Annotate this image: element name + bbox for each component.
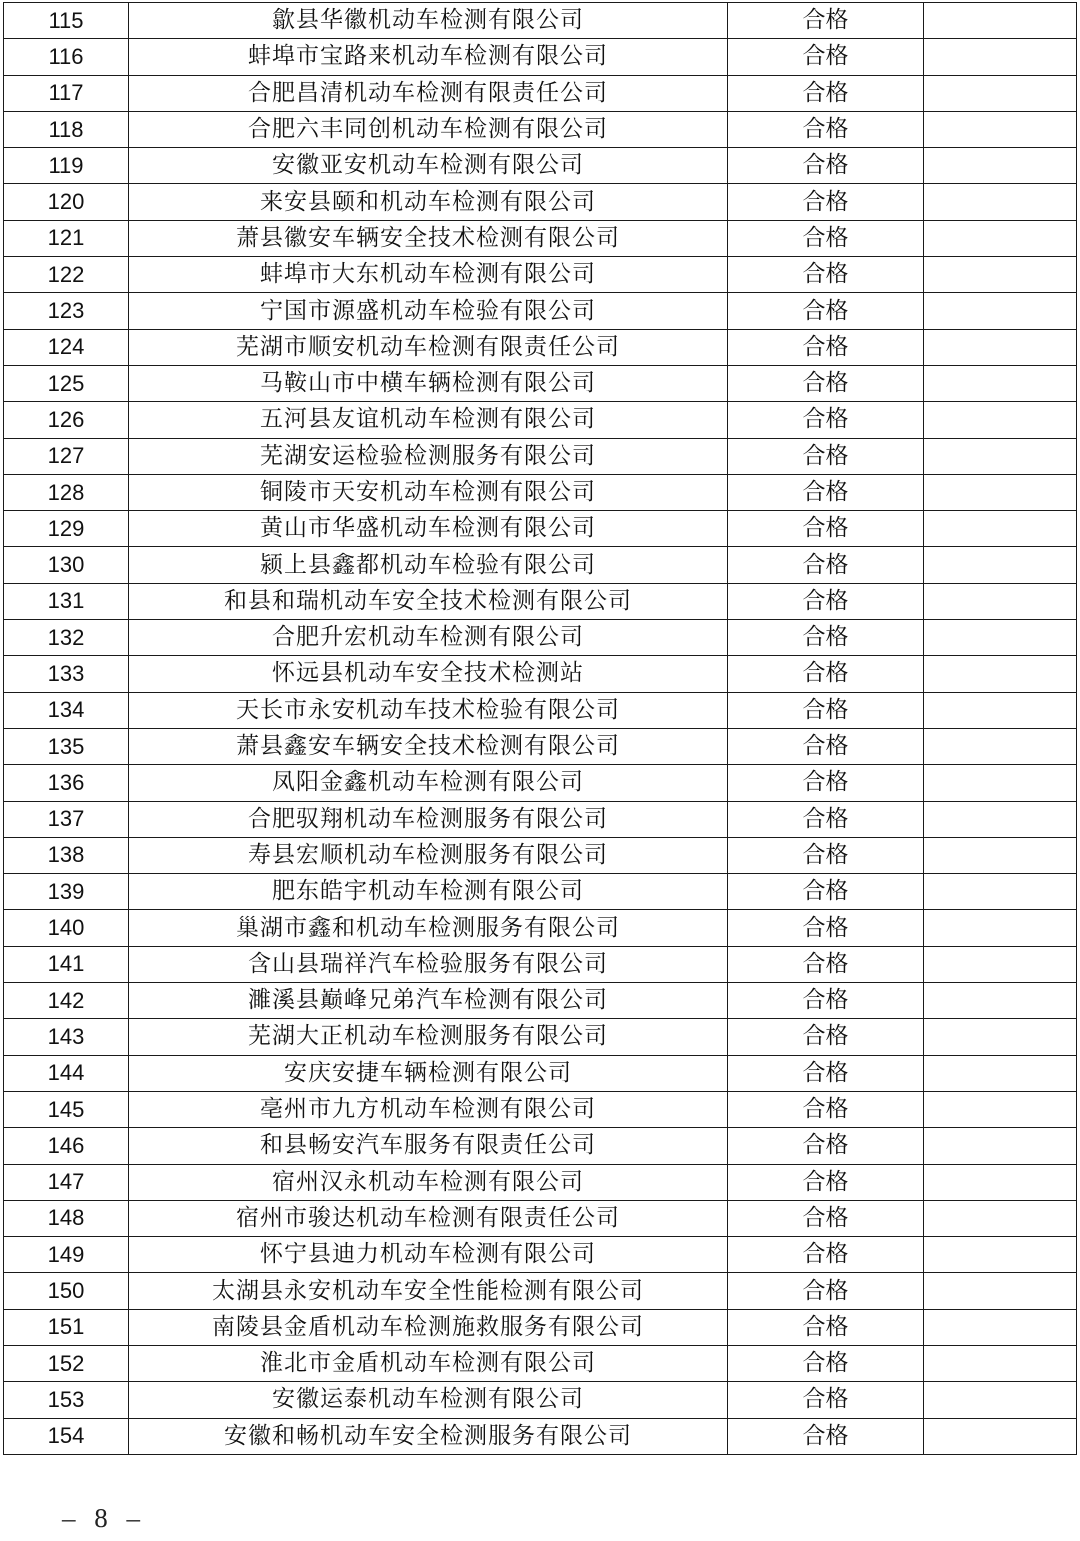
note-cell: [924, 692, 1077, 728]
note-cell: [924, 1382, 1077, 1418]
table-row: [4, 1055, 1077, 1091]
table-row: [4, 1273, 1077, 1309]
result-cell: 合格: [728, 257, 924, 293]
row-number-cell: 142: [4, 983, 129, 1019]
note-cell: [924, 1273, 1077, 1309]
table-row: [4, 1091, 1077, 1127]
result-cell: 合格: [728, 765, 924, 801]
table-row: [4, 148, 1077, 184]
table-row: [4, 692, 1077, 728]
table-row: [4, 946, 1077, 982]
row-number-cell: 144: [4, 1055, 129, 1091]
company-name-cell: 肥东皓宇机动车检测有限公司: [129, 874, 728, 910]
row-number-cell: 154: [4, 1418, 129, 1454]
row-number-cell: 139: [4, 874, 129, 910]
inspection-results-table-container: [3, 2, 1076, 1455]
table-row: [4, 220, 1077, 256]
row-number-cell: 130: [4, 547, 129, 583]
note-cell: [924, 1128, 1077, 1164]
company-name-cell: 亳州市九方机动车检测有限公司: [129, 1091, 728, 1127]
note-cell: [924, 257, 1077, 293]
result-cell: 合格: [728, 329, 924, 365]
row-number-cell: 138: [4, 837, 129, 873]
note-cell: [924, 837, 1077, 873]
result-cell: 合格: [728, 1418, 924, 1454]
company-name-cell: 安庆安捷车辆检测有限公司: [129, 1055, 728, 1091]
row-number-cell: 135: [4, 728, 129, 764]
row-number-cell: 134: [4, 692, 129, 728]
company-name-cell: 铜陵市天安机动车检测有限公司: [129, 474, 728, 510]
table-row: [4, 1418, 1077, 1454]
result-cell: 合格: [728, 837, 924, 873]
note-cell: [924, 1164, 1077, 1200]
company-name-cell: 芜湖大正机动车检测服务有限公司: [129, 1019, 728, 1055]
result-cell: 合格: [728, 111, 924, 147]
row-number-cell: 122: [4, 257, 129, 293]
note-cell: [924, 801, 1077, 837]
row-number-cell: 147: [4, 1164, 129, 1200]
note-cell: [924, 220, 1077, 256]
result-cell: 合格: [728, 293, 924, 329]
table-row: [4, 583, 1077, 619]
table-row: [4, 438, 1077, 474]
company-name-cell: 和县畅安汽车服务有限责任公司: [129, 1128, 728, 1164]
note-cell: [924, 583, 1077, 619]
result-cell: 合格: [728, 1091, 924, 1127]
note-cell: [924, 1345, 1077, 1381]
row-number-cell: 125: [4, 365, 129, 401]
result-cell: 合格: [728, 1237, 924, 1273]
table-row: [4, 184, 1077, 220]
table-row: [4, 111, 1077, 147]
table-row: [4, 1237, 1077, 1273]
company-name-cell: 宿州市骏达机动车检测有限责任公司: [129, 1200, 728, 1236]
note-cell: [924, 728, 1077, 764]
company-name-cell: 天长市永安机动车技术检验有限公司: [129, 692, 728, 728]
company-name-cell: 含山县瑞祥汽车检验服务有限公司: [129, 946, 728, 982]
company-name-cell: 宿州汉永机动车检测有限公司: [129, 1164, 728, 1200]
table-row: [4, 983, 1077, 1019]
result-cell: 合格: [728, 402, 924, 438]
table-row: [4, 402, 1077, 438]
table-row: [4, 474, 1077, 510]
page-number: – 8 –: [62, 1503, 146, 1533]
table-row: [4, 1200, 1077, 1236]
company-name-cell: 怀宁县迪力机动车检测有限公司: [129, 1237, 728, 1273]
table-row: [4, 3, 1077, 39]
inspection-results-table: [3, 2, 1077, 1455]
company-name-cell: 合肥昌清机动车检测有限责任公司: [129, 75, 728, 111]
company-name-cell: 安徽亚安机动车检测有限公司: [129, 148, 728, 184]
result-cell: 合格: [728, 474, 924, 510]
result-cell: 合格: [728, 3, 924, 39]
result-cell: 合格: [728, 1309, 924, 1345]
table-row: [4, 1019, 1077, 1055]
note-cell: [924, 329, 1077, 365]
company-name-cell: 五河县友谊机动车检测有限公司: [129, 402, 728, 438]
result-cell: 合格: [728, 547, 924, 583]
note-cell: [924, 365, 1077, 401]
row-number-cell: 140: [4, 910, 129, 946]
result-cell: 合格: [728, 1200, 924, 1236]
company-name-cell: 凤阳金鑫机动车检测有限公司: [129, 765, 728, 801]
row-number-cell: 121: [4, 220, 129, 256]
company-name-cell: 和县和瑞机动车安全技术检测有限公司: [129, 583, 728, 619]
company-name-cell: 蚌埠市大东机动车检测有限公司: [129, 257, 728, 293]
result-cell: 合格: [728, 1345, 924, 1381]
result-cell: 合格: [728, 1164, 924, 1200]
result-cell: 合格: [728, 656, 924, 692]
table-row: [4, 728, 1077, 764]
note-cell: [924, 946, 1077, 982]
result-cell: 合格: [728, 1273, 924, 1309]
table-row: [4, 874, 1077, 910]
table-row: [4, 75, 1077, 111]
result-cell: 合格: [728, 148, 924, 184]
result-cell: 合格: [728, 983, 924, 1019]
table-row: [4, 365, 1077, 401]
company-name-cell: 合肥驭翔机动车检测服务有限公司: [129, 801, 728, 837]
result-cell: 合格: [728, 1055, 924, 1091]
result-cell: 合格: [728, 511, 924, 547]
row-number-cell: 149: [4, 1237, 129, 1273]
company-name-cell: 南陵县金盾机动车检测施救服务有限公司: [129, 1309, 728, 1345]
note-cell: [924, 111, 1077, 147]
result-cell: 合格: [728, 75, 924, 111]
company-name-cell: 安徽和畅机动车安全检测服务有限公司: [129, 1418, 728, 1454]
result-cell: 合格: [728, 220, 924, 256]
row-number-cell: 126: [4, 402, 129, 438]
table-row: [4, 329, 1077, 365]
table-row: [4, 1128, 1077, 1164]
note-cell: [924, 511, 1077, 547]
company-name-cell: 来安县颐和机动车检测有限公司: [129, 184, 728, 220]
result-cell: 合格: [728, 728, 924, 764]
result-cell: 合格: [728, 583, 924, 619]
result-cell: 合格: [728, 692, 924, 728]
table-row: [4, 656, 1077, 692]
row-number-cell: 127: [4, 438, 129, 474]
note-cell: [924, 3, 1077, 39]
table-row: [4, 1309, 1077, 1345]
company-name-cell: 怀远县机动车安全技术检测站: [129, 656, 728, 692]
table-row: [4, 511, 1077, 547]
company-name-cell: 蚌埠市宝路来机动车检测有限公司: [129, 39, 728, 75]
row-number-cell: 153: [4, 1382, 129, 1418]
row-number-cell: 117: [4, 75, 129, 111]
result-cell: 合格: [728, 1128, 924, 1164]
row-number-cell: 120: [4, 184, 129, 220]
company-name-cell: 安徽运泰机动车检测有限公司: [129, 1382, 728, 1418]
row-number-cell: 115: [4, 3, 129, 39]
note-cell: [924, 184, 1077, 220]
row-number-cell: 129: [4, 511, 129, 547]
company-name-cell: 寿县宏顺机动车检测服务有限公司: [129, 837, 728, 873]
row-number-cell: 145: [4, 1091, 129, 1127]
company-name-cell: 马鞍山市中横车辆检测有限公司: [129, 365, 728, 401]
note-cell: [924, 1200, 1077, 1236]
company-name-cell: 歙县华徽机动车检测有限公司: [129, 3, 728, 39]
note-cell: [924, 910, 1077, 946]
row-number-cell: 141: [4, 946, 129, 982]
table-row: [4, 257, 1077, 293]
company-name-cell: 太湖县永安机动车安全性能检测有限公司: [129, 1273, 728, 1309]
result-cell: 合格: [728, 184, 924, 220]
note-cell: [924, 547, 1077, 583]
note-cell: [924, 874, 1077, 910]
note-cell: [924, 148, 1077, 184]
result-cell: 合格: [728, 620, 924, 656]
table-row: [4, 1382, 1077, 1418]
row-number-cell: 148: [4, 1200, 129, 1236]
company-name-cell: 濉溪县巅峰兄弟汽车检测有限公司: [129, 983, 728, 1019]
row-number-cell: 116: [4, 39, 129, 75]
company-name-cell: 巢湖市鑫和机动车检测服务有限公司: [129, 910, 728, 946]
table-row: [4, 620, 1077, 656]
note-cell: [924, 474, 1077, 510]
result-cell: 合格: [728, 1382, 924, 1418]
company-name-cell: 萧县鑫安车辆安全技术检测有限公司: [129, 728, 728, 764]
row-number-cell: 128: [4, 474, 129, 510]
result-cell: 合格: [728, 438, 924, 474]
company-name-cell: 合肥升宏机动车检测有限公司: [129, 620, 728, 656]
row-number-cell: 133: [4, 656, 129, 692]
table-row: [4, 1164, 1077, 1200]
note-cell: [924, 983, 1077, 1019]
row-number-cell: 137: [4, 801, 129, 837]
note-cell: [924, 39, 1077, 75]
result-cell: 合格: [728, 39, 924, 75]
note-cell: [924, 765, 1077, 801]
result-cell: 合格: [728, 801, 924, 837]
company-name-cell: 萧县徽安车辆安全技术检测有限公司: [129, 220, 728, 256]
note-cell: [924, 1237, 1077, 1273]
note-cell: [924, 438, 1077, 474]
company-name-cell: 颍上县鑫都机动车检验有限公司: [129, 547, 728, 583]
row-number-cell: 132: [4, 620, 129, 656]
note-cell: [924, 656, 1077, 692]
note-cell: [924, 1418, 1077, 1454]
company-name-cell: 淮北市金盾机动车检测有限公司: [129, 1345, 728, 1381]
result-cell: 合格: [728, 365, 924, 401]
row-number-cell: 152: [4, 1345, 129, 1381]
table-row: [4, 547, 1077, 583]
row-number-cell: 136: [4, 765, 129, 801]
table-row: [4, 1345, 1077, 1381]
table-row: [4, 39, 1077, 75]
company-name-cell: 芜湖市顺安机动车检测有限责任公司: [129, 329, 728, 365]
result-cell: 合格: [728, 1019, 924, 1055]
table-row: [4, 910, 1077, 946]
result-cell: 合格: [728, 874, 924, 910]
row-number-cell: 146: [4, 1128, 129, 1164]
note-cell: [924, 1309, 1077, 1345]
table-row: [4, 765, 1077, 801]
note-cell: [924, 1091, 1077, 1127]
company-name-cell: 黄山市华盛机动车检测有限公司: [129, 511, 728, 547]
company-name-cell: 宁国市源盛机动车检验有限公司: [129, 293, 728, 329]
note-cell: [924, 402, 1077, 438]
row-number-cell: 124: [4, 329, 129, 365]
table-row: [4, 837, 1077, 873]
row-number-cell: 151: [4, 1309, 129, 1345]
row-number-cell: 143: [4, 1019, 129, 1055]
table-body: [4, 3, 1077, 1455]
row-number-cell: 150: [4, 1273, 129, 1309]
company-name-cell: 芜湖安运检验检测服务有限公司: [129, 438, 728, 474]
result-cell: 合格: [728, 946, 924, 982]
row-number-cell: 119: [4, 148, 129, 184]
table-row: [4, 801, 1077, 837]
note-cell: [924, 620, 1077, 656]
row-number-cell: 131: [4, 583, 129, 619]
result-cell: 合格: [728, 910, 924, 946]
note-cell: [924, 1055, 1077, 1091]
note-cell: [924, 1019, 1077, 1055]
table-row: [4, 293, 1077, 329]
row-number-cell: 123: [4, 293, 129, 329]
company-name-cell: 合肥六丰同创机动车检测有限公司: [129, 111, 728, 147]
note-cell: [924, 293, 1077, 329]
row-number-cell: 118: [4, 111, 129, 147]
note-cell: [924, 75, 1077, 111]
